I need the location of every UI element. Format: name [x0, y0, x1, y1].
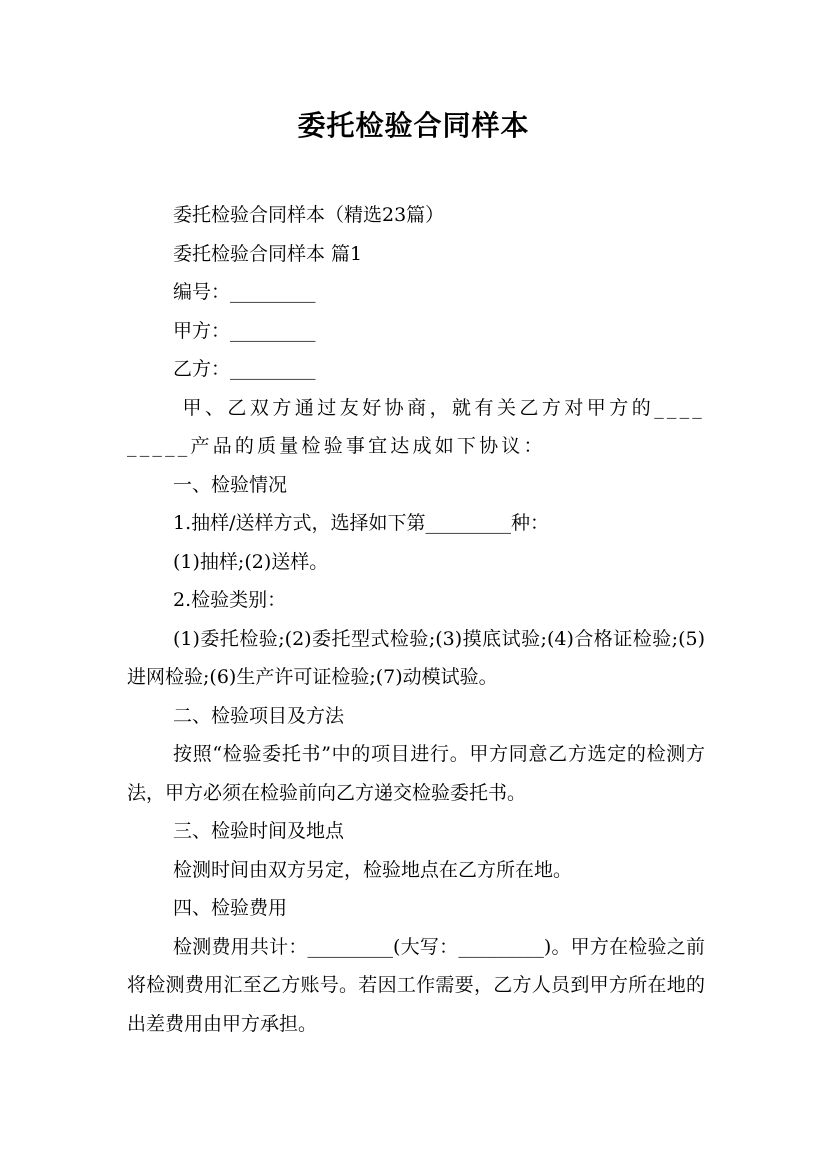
paragraph-agreement-intro: 甲、乙双方通过友好协商，就有关乙方对甲方的_________产品的质量检验事宜达成如下协议：: [127, 396, 705, 457]
paragraph-heading-1: 一、检验情况: [173, 473, 288, 496]
paragraph-subtitle: 委托检验合同样本（精选23篇）: [173, 204, 445, 226]
paragraph-number-field: 编号：_________: [173, 281, 316, 303]
paragraph-party-a-field: 甲方：_________: [173, 319, 316, 342]
paragraph-party-b-field: 乙方：_________: [173, 358, 316, 380]
paragraph-heading-4: 四、检验费用: [173, 897, 288, 919]
paragraph-sampling-options: (1)抽样;(2)送样。: [173, 550, 329, 573]
paragraph-items-methods: 按照“检验委托书”中的项目进行。甲方同意乙方选定的检测方法，甲方必须在检验前向乙方递交检验委托书。: [127, 743, 705, 804]
paragraph-heading-2: 二、检验项目及方法: [173, 704, 345, 727]
paragraph-inspection-category: 2.检验类别：: [173, 589, 287, 611]
document-body: [127, 196, 705, 1043]
document-title: 委托检验合同样本: [297, 109, 530, 142]
paragraph-sampling-method: 1.抽样/送样方式，选择如下第_________种：: [173, 512, 550, 534]
paragraph-category-options: (1)委托检验;(2)委托型式检验;(3)摸底试验;(4)合格证检验;(5)进网检验;(6)生产许可证检验;(7)动模试验。: [127, 627, 705, 688]
paragraph-time-location: 检测时间由双方另定，检验地点在乙方所在地。: [173, 858, 573, 881]
paragraph-heading-3: 三、检验时间及地点: [173, 820, 345, 842]
paragraph-section-heading: 委托检验合同样本 篇1: [173, 242, 363, 265]
paragraph-fees: 检测费用共计：_________(大写：_________)。甲方在检验之前将检测费用汇至乙方账号。若因工作需要，乙方人员到甲方所在地的出差费用由甲方承担。: [127, 935, 705, 1035]
